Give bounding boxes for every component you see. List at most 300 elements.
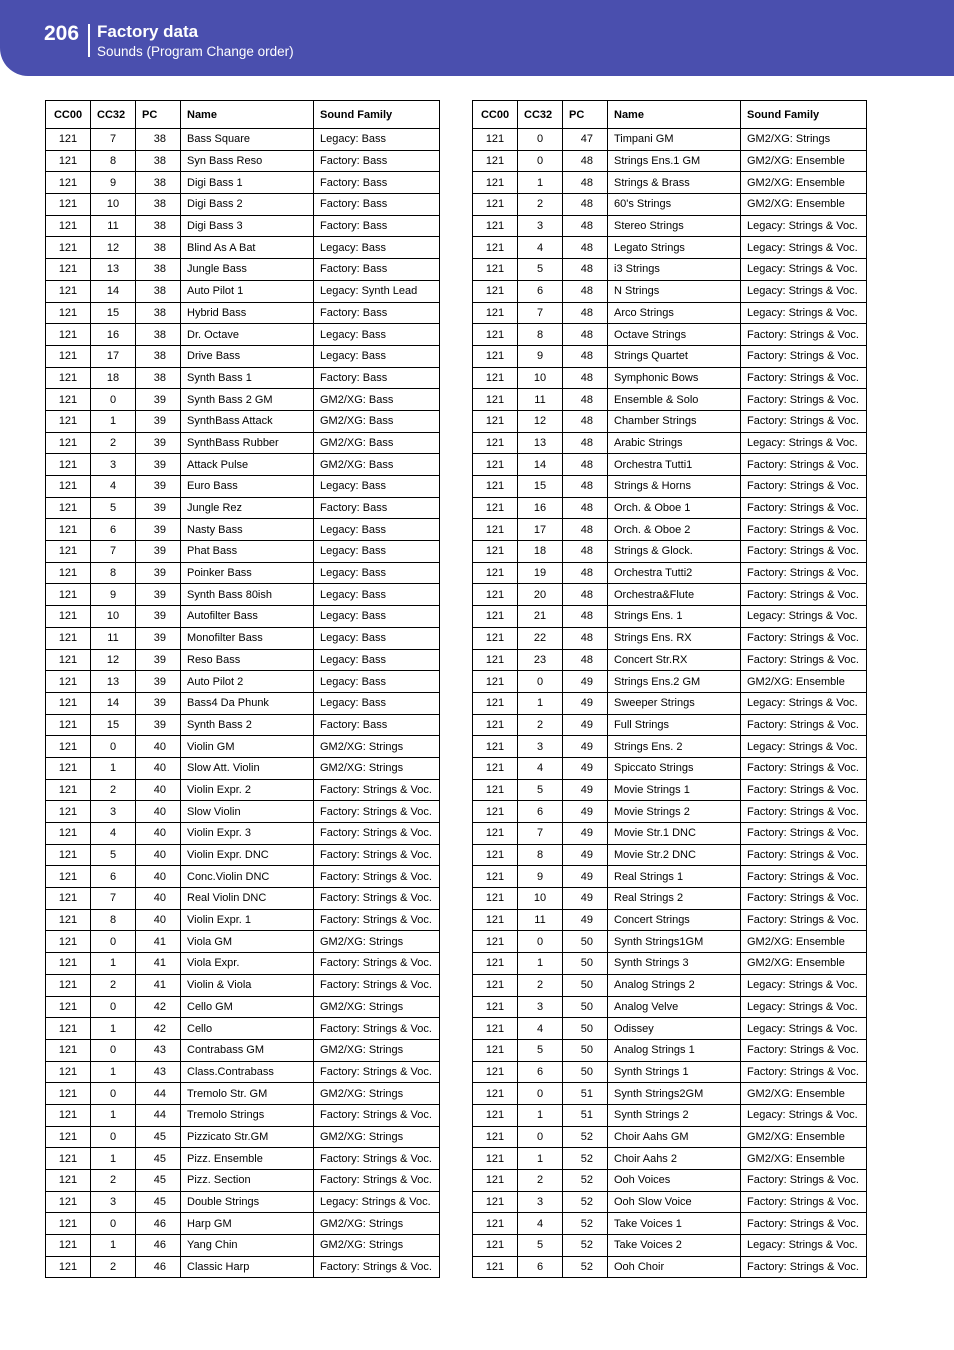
cc32-cell: 4 (518, 1018, 563, 1040)
pc-cell: 52 (563, 1256, 608, 1278)
sound-family-cell: Legacy: Strings & Voc. (741, 432, 867, 454)
pc-cell: 38 (136, 172, 181, 194)
sound-family-cell: Legacy: Strings & Voc. (741, 974, 867, 996)
cc00-cell: 121 (46, 1235, 91, 1257)
sound-family-cell: GM2/XG: Strings (314, 1039, 440, 1061)
sound-family-cell: GM2/XG: Strings (314, 1126, 440, 1148)
sound-family-cell: GM2/XG: Ensemble (741, 1083, 867, 1105)
sound-family-cell: Factory: Strings & Voc. (314, 1061, 440, 1083)
name-cell: Synth Bass 2 (181, 714, 314, 736)
table-row (473, 541, 867, 563)
sound-family-cell: Factory: Strings & Voc. (314, 866, 440, 888)
table-row (46, 172, 440, 194)
sound-family-cell: GM2/XG: Ensemble (741, 931, 867, 953)
pc-cell: 48 (563, 215, 608, 237)
cc32-cell: 11 (518, 909, 563, 931)
name-cell: Auto Pilot 1 (181, 280, 314, 302)
sound-family-cell: Legacy: Bass (314, 519, 440, 541)
pc-cell: 48 (563, 584, 608, 606)
cc00-cell: 121 (473, 367, 518, 389)
table-row (473, 454, 867, 476)
cc00-cell: 121 (473, 1170, 518, 1192)
cc32-cell: 3 (518, 996, 563, 1018)
pc-cell: 48 (563, 476, 608, 498)
table-row (46, 1235, 440, 1257)
cc00-cell: 121 (473, 888, 518, 910)
sound-family-cell: Factory: Bass (314, 497, 440, 519)
table-row (46, 692, 440, 714)
table-row (473, 909, 867, 931)
pc-cell: 43 (136, 1061, 181, 1083)
sound-family-cell: Legacy: Strings & Voc. (741, 215, 867, 237)
table-row (473, 866, 867, 888)
cc32-cell: 14 (518, 454, 563, 476)
table-row (46, 801, 440, 823)
name-cell: Viola GM (181, 931, 314, 953)
column-header-name: Name (181, 101, 314, 129)
sound-family-cell: Factory: Strings & Voc. (314, 1170, 440, 1192)
sound-family-cell: GM2/XG: Strings (741, 129, 867, 151)
cc00-cell: 121 (46, 1083, 91, 1105)
name-cell: Synth Bass 80ish (181, 584, 314, 606)
name-cell: Harp GM (181, 1213, 314, 1235)
pc-cell: 48 (563, 562, 608, 584)
sound-family-cell: Legacy: Bass (314, 476, 440, 498)
cc32-cell: 7 (518, 302, 563, 324)
cc00-cell: 121 (473, 1104, 518, 1126)
name-cell: Hybrid Bass (181, 302, 314, 324)
cc00-cell: 121 (46, 844, 91, 866)
cc32-cell: 0 (91, 1213, 136, 1235)
cc32-cell: 9 (91, 584, 136, 606)
table-row (46, 736, 440, 758)
pc-cell: 40 (136, 823, 181, 845)
cc32-cell: 6 (518, 1256, 563, 1278)
name-cell: Synth Strings 2 (608, 1104, 741, 1126)
name-cell: Drive Bass (181, 345, 314, 367)
cc32-cell: 12 (91, 237, 136, 259)
page-subtitle: Sounds (Program Change order) (97, 44, 294, 59)
cc00-cell: 121 (473, 931, 518, 953)
cc00-cell: 121 (473, 757, 518, 779)
pc-cell: 39 (136, 627, 181, 649)
cc32-cell: 5 (518, 1039, 563, 1061)
sounds-table-right (472, 100, 867, 1278)
name-cell: Orchestra Tutti1 (608, 454, 741, 476)
cc32-cell: 1 (518, 692, 563, 714)
name-cell: Take Voices 1 (608, 1213, 741, 1235)
cc00-cell: 121 (473, 909, 518, 931)
cc00-cell: 121 (46, 476, 91, 498)
name-cell: Pizz. Ensemble (181, 1148, 314, 1170)
cc00-cell: 121 (473, 1083, 518, 1105)
name-cell: Real Strings 1 (608, 866, 741, 888)
sound-family-cell: Factory: Strings & Voc. (314, 953, 440, 975)
sound-family-cell: Factory: Strings & Voc. (741, 1256, 867, 1278)
sound-family-cell: GM2/XG: Strings (314, 1083, 440, 1105)
pc-cell: 39 (136, 541, 181, 563)
name-cell: Analog Strings 1 (608, 1039, 741, 1061)
cc00-cell: 121 (46, 1039, 91, 1061)
cc32-cell: 0 (518, 150, 563, 172)
sound-family-cell: Legacy: Strings & Voc. (741, 736, 867, 758)
cc32-cell: 1 (91, 757, 136, 779)
cc32-cell: 3 (518, 215, 563, 237)
sound-family-cell: Factory: Bass (314, 194, 440, 216)
table-row (473, 736, 867, 758)
cc32-cell: 13 (518, 432, 563, 454)
name-cell: Choir Aahs GM (608, 1126, 741, 1148)
cc00-cell: 121 (46, 302, 91, 324)
pc-cell: 45 (136, 1191, 181, 1213)
pc-cell: 49 (563, 692, 608, 714)
table-row (473, 1104, 867, 1126)
cc32-cell: 2 (91, 1170, 136, 1192)
column-header-cc32: CC32 (518, 101, 563, 129)
cc32-cell: 6 (518, 280, 563, 302)
sound-family-cell: Factory: Strings & Voc. (741, 714, 867, 736)
cc00-cell: 121 (46, 129, 91, 151)
cc32-cell: 2 (91, 974, 136, 996)
cc32-cell: 1 (518, 172, 563, 194)
table-row (46, 1256, 440, 1278)
cc00-cell: 121 (46, 584, 91, 606)
name-cell: Ooh Slow Voice (608, 1191, 741, 1213)
cc00-cell: 121 (46, 1104, 91, 1126)
table-row (46, 410, 440, 432)
cc00-cell: 121 (473, 671, 518, 693)
table-row (473, 476, 867, 498)
cc32-cell: 15 (518, 476, 563, 498)
cc32-cell: 4 (91, 823, 136, 845)
cc00-cell: 121 (473, 1191, 518, 1213)
cc32-cell: 20 (518, 584, 563, 606)
cc00-cell: 121 (473, 432, 518, 454)
cc32-cell: 4 (91, 476, 136, 498)
cc32-cell: 10 (518, 888, 563, 910)
sound-family-cell: GM2/XG: Strings (314, 736, 440, 758)
sound-family-cell: Factory: Strings & Voc. (314, 1256, 440, 1278)
cc00-cell: 121 (46, 324, 91, 346)
name-cell: Digi Bass 2 (181, 194, 314, 216)
name-cell: Strings & Horns (608, 476, 741, 498)
cc32-cell: 2 (518, 974, 563, 996)
cc00-cell: 121 (473, 606, 518, 628)
cc00-cell: 121 (46, 909, 91, 931)
table-row (46, 454, 440, 476)
sound-family-cell: Legacy: Bass (314, 324, 440, 346)
table-row (473, 996, 867, 1018)
cc00-cell: 121 (473, 779, 518, 801)
cc32-cell: 3 (91, 801, 136, 823)
cc32-cell: 1 (518, 1148, 563, 1170)
sound-family-cell: Factory: Strings & Voc. (314, 888, 440, 910)
cc32-cell: 14 (91, 280, 136, 302)
name-cell: Violin & Viola (181, 974, 314, 996)
cc32-cell: 13 (91, 259, 136, 281)
pc-cell: 49 (563, 671, 608, 693)
table-row (46, 562, 440, 584)
table-row (46, 1170, 440, 1192)
pc-cell: 49 (563, 801, 608, 823)
cc32-cell: 0 (91, 389, 136, 411)
sound-family-cell: Factory: Strings & Voc. (741, 367, 867, 389)
name-cell: Concert Str.RX (608, 649, 741, 671)
pc-cell: 44 (136, 1104, 181, 1126)
sound-family-cell: GM2/XG: Ensemble (741, 953, 867, 975)
name-cell: Strings Ens.1 GM (608, 150, 741, 172)
table-row (46, 714, 440, 736)
pc-cell: 39 (136, 432, 181, 454)
cc00-cell: 121 (46, 866, 91, 888)
table-row (46, 150, 440, 172)
cc32-cell: 2 (91, 432, 136, 454)
table-row (46, 1083, 440, 1105)
name-cell: Blind As A Bat (181, 237, 314, 259)
table-row (473, 302, 867, 324)
name-cell: Reso Bass (181, 649, 314, 671)
pc-cell: 38 (136, 150, 181, 172)
name-cell: Synth Bass 2 GM (181, 389, 314, 411)
sounds-table-left (45, 100, 440, 1278)
sound-family-cell: GM2/XG: Strings (314, 996, 440, 1018)
cc00-cell: 121 (46, 996, 91, 1018)
cc32-cell: 1 (91, 1018, 136, 1040)
cc00-cell: 121 (473, 996, 518, 1018)
pc-cell: 49 (563, 736, 608, 758)
cc00-cell: 121 (473, 259, 518, 281)
sound-family-cell: Legacy: Synth Lead (314, 280, 440, 302)
table-row (473, 324, 867, 346)
sound-family-cell: Legacy: Bass (314, 345, 440, 367)
cc32-cell: 15 (91, 302, 136, 324)
cc32-cell: 5 (91, 844, 136, 866)
cc00-cell: 121 (473, 280, 518, 302)
sound-family-cell: Factory: Strings & Voc. (741, 1061, 867, 1083)
cc32-cell: 8 (91, 562, 136, 584)
pc-cell: 50 (563, 974, 608, 996)
pc-cell: 40 (136, 801, 181, 823)
name-cell: Tremolo Str. GM (181, 1083, 314, 1105)
cc32-cell: 1 (91, 1235, 136, 1257)
pc-cell: 39 (136, 692, 181, 714)
table-row (46, 541, 440, 563)
cc32-cell: 0 (91, 931, 136, 953)
name-cell: Synth Bass 1 (181, 367, 314, 389)
pc-cell: 52 (563, 1170, 608, 1192)
sound-family-cell: Factory: Bass (314, 367, 440, 389)
cc32-cell: 13 (91, 671, 136, 693)
cc00-cell: 121 (473, 541, 518, 563)
sound-family-cell: Factory: Strings & Voc. (741, 823, 867, 845)
sound-family-cell: Legacy: Bass (314, 562, 440, 584)
pc-cell: 40 (136, 866, 181, 888)
name-cell: Ooh Voices (608, 1170, 741, 1192)
table-row (473, 671, 867, 693)
pc-cell: 48 (563, 519, 608, 541)
table-row (46, 953, 440, 975)
cc00-cell: 121 (473, 215, 518, 237)
cc32-cell: 7 (91, 541, 136, 563)
table-row (46, 584, 440, 606)
name-cell: Symphonic Bows (608, 367, 741, 389)
pc-cell: 49 (563, 888, 608, 910)
cc32-cell: 6 (91, 519, 136, 541)
cc00-cell: 121 (473, 1213, 518, 1235)
cc32-cell: 1 (91, 410, 136, 432)
column-header-sound-family: Sound Family (741, 101, 867, 129)
cc00-cell: 121 (473, 1061, 518, 1083)
cc32-cell: 15 (91, 714, 136, 736)
pc-cell: 48 (563, 150, 608, 172)
name-cell: Choir Aahs 2 (608, 1148, 741, 1170)
name-cell: Strings Ens. RX (608, 627, 741, 649)
cc32-cell: 7 (518, 823, 563, 845)
cc00-cell: 121 (473, 1256, 518, 1278)
cc00-cell: 121 (473, 476, 518, 498)
name-cell: Jungle Rez (181, 497, 314, 519)
sound-family-cell: Legacy: Bass (314, 692, 440, 714)
cc00-cell: 121 (473, 389, 518, 411)
table-row (473, 1061, 867, 1083)
table-row (46, 280, 440, 302)
pc-cell: 39 (136, 671, 181, 693)
table-row (46, 367, 440, 389)
cc32-cell: 3 (518, 736, 563, 758)
cc00-cell: 121 (473, 649, 518, 671)
table-row (473, 280, 867, 302)
cc00-cell: 121 (473, 562, 518, 584)
cc32-cell: 8 (91, 909, 136, 931)
name-cell: Movie Strings 2 (608, 801, 741, 823)
name-cell: Slow Violin (181, 801, 314, 823)
table-row (46, 324, 440, 346)
name-cell: Synth Strings 1 (608, 1061, 741, 1083)
pc-cell: 48 (563, 237, 608, 259)
table-row (46, 389, 440, 411)
pc-cell: 46 (136, 1256, 181, 1278)
sound-family-cell: Legacy: Strings & Voc. (741, 692, 867, 714)
cc00-cell: 121 (46, 367, 91, 389)
name-cell: Violin Expr. 3 (181, 823, 314, 845)
sound-family-cell: Factory: Strings & Voc. (741, 779, 867, 801)
cc32-cell: 14 (91, 692, 136, 714)
sound-family-cell: Factory: Strings & Voc. (741, 1170, 867, 1192)
table-row (473, 432, 867, 454)
sound-family-cell: Factory: Strings & Voc. (741, 1191, 867, 1213)
sound-family-cell: Factory: Strings & Voc. (314, 779, 440, 801)
table-row (473, 562, 867, 584)
name-cell: Class.Contrabass (181, 1061, 314, 1083)
cc00-cell: 121 (46, 757, 91, 779)
table-row (473, 1126, 867, 1148)
name-cell: Octave Strings (608, 324, 741, 346)
cc32-cell: 1 (518, 953, 563, 975)
name-cell: Strings Ens.2 GM (608, 671, 741, 693)
pc-cell: 50 (563, 1018, 608, 1040)
name-cell: Timpani GM (608, 129, 741, 151)
table-row (46, 1104, 440, 1126)
sound-family-cell: Legacy: Strings & Voc. (314, 1191, 440, 1213)
pc-cell: 48 (563, 497, 608, 519)
name-cell: Stereo Strings (608, 215, 741, 237)
sound-family-cell: GM2/XG: Strings (314, 757, 440, 779)
pc-cell: 48 (563, 432, 608, 454)
cc32-cell: 0 (91, 736, 136, 758)
pc-cell: 45 (136, 1126, 181, 1148)
pc-cell: 52 (563, 1191, 608, 1213)
pc-cell: 48 (563, 541, 608, 563)
name-cell: Movie Str.1 DNC (608, 823, 741, 845)
cc00-cell: 121 (473, 692, 518, 714)
name-cell: Jungle Bass (181, 259, 314, 281)
cc00-cell: 121 (473, 1018, 518, 1040)
pc-cell: 44 (136, 1083, 181, 1105)
sound-family-cell: Factory: Bass (314, 150, 440, 172)
table-row (473, 974, 867, 996)
name-cell: Strings & Brass (608, 172, 741, 194)
table-row (46, 671, 440, 693)
cc00-cell: 121 (46, 519, 91, 541)
cc32-cell: 12 (518, 410, 563, 432)
sound-family-cell: Factory: Strings & Voc. (741, 844, 867, 866)
cc32-cell: 4 (518, 757, 563, 779)
name-cell: Strings Ens. 1 (608, 606, 741, 628)
pc-cell: 50 (563, 1039, 608, 1061)
cc00-cell: 121 (473, 172, 518, 194)
cc32-cell: 17 (91, 345, 136, 367)
cc32-cell: 5 (91, 497, 136, 519)
sound-family-cell: GM2/XG: Strings (314, 1213, 440, 1235)
table-row (473, 888, 867, 910)
pc-cell: 49 (563, 866, 608, 888)
sound-family-cell: Legacy: Bass (314, 671, 440, 693)
pc-cell: 46 (136, 1235, 181, 1257)
pc-cell: 48 (563, 410, 608, 432)
table-row (46, 497, 440, 519)
cc00-cell: 121 (46, 606, 91, 628)
table-row (473, 410, 867, 432)
pc-cell: 39 (136, 497, 181, 519)
table-row (473, 1148, 867, 1170)
cc00-cell: 121 (46, 671, 91, 693)
name-cell: Analog Velve (608, 996, 741, 1018)
name-cell: Pizz. Section (181, 1170, 314, 1192)
table-row (473, 215, 867, 237)
sound-family-cell: Legacy: Strings & Voc. (741, 1018, 867, 1040)
table-row (46, 1213, 440, 1235)
cc32-cell: 2 (518, 1170, 563, 1192)
name-cell: Real Strings 2 (608, 888, 741, 910)
pc-cell: 49 (563, 779, 608, 801)
name-cell: Monofilter Bass (181, 627, 314, 649)
cc32-cell: 8 (518, 844, 563, 866)
cc32-cell: 2 (91, 1256, 136, 1278)
cc32-cell: 10 (91, 194, 136, 216)
pc-cell: 52 (563, 1213, 608, 1235)
pc-cell: 39 (136, 584, 181, 606)
pc-cell: 38 (136, 259, 181, 281)
cc32-cell: 23 (518, 649, 563, 671)
name-cell: Bass Square (181, 129, 314, 151)
sound-family-cell: Factory: Strings & Voc. (741, 649, 867, 671)
cc00-cell: 121 (473, 866, 518, 888)
table-row (46, 259, 440, 281)
table-row (473, 1213, 867, 1235)
cc00-cell: 121 (46, 1061, 91, 1083)
table-row (473, 931, 867, 953)
cc00-cell: 121 (46, 974, 91, 996)
